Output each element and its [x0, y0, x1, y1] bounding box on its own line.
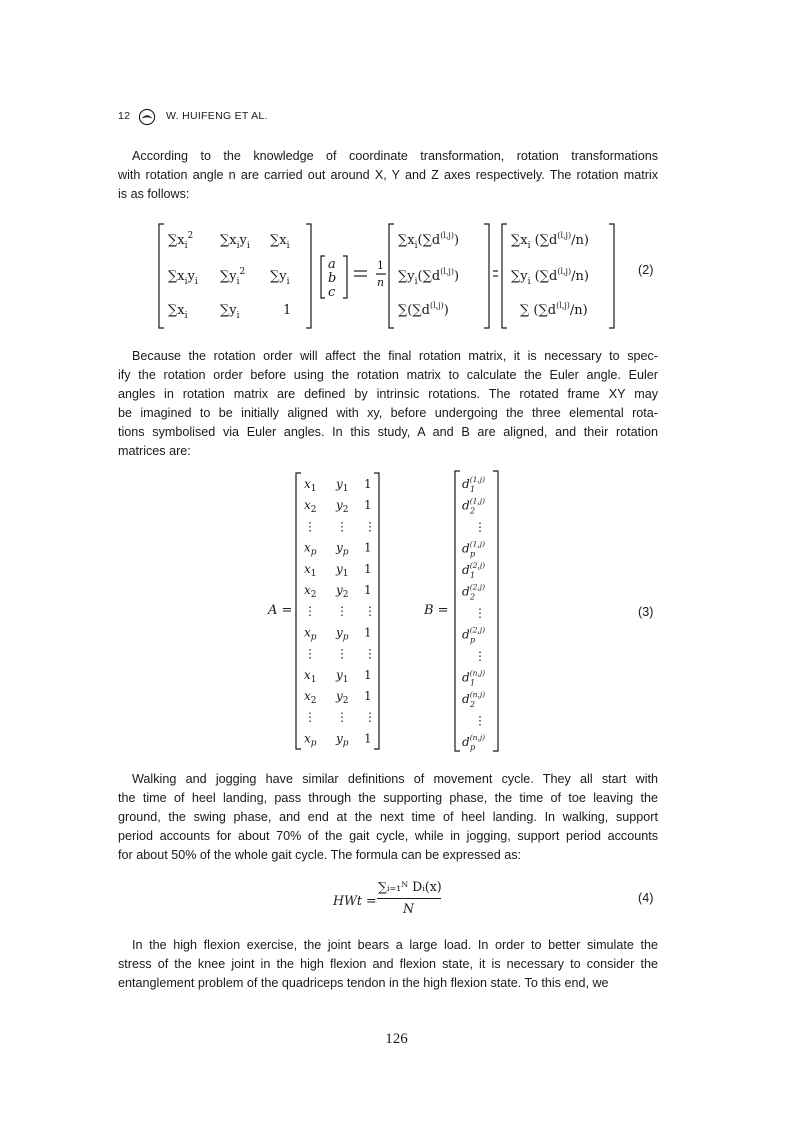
- svg-text:∑yi: $\sum y_i$: [270, 269, 290, 287]
- svg-text:∑xi2: $\sum x_i^2$: [168, 231, 194, 251]
- text-line: angles in rotation matrix are defined by intrinsic rotations. The rotated frame XY may: [118, 387, 658, 401]
- matrix-cell: $d^{(2,j)}$ 2: [462, 582, 486, 602]
- matrix-B-label: B =: [424, 603, 449, 618]
- matrix-cell: 1: [364, 625, 372, 640]
- matrix-cell: $x_2$: [304, 583, 317, 600]
- matrix-cell: $x_1$: [304, 477, 317, 494]
- text-line: tions symbolised via Euler angles. In this study, A and B are aligned, and their rotation: [118, 425, 658, 439]
- svg-text:∑yi(∑d(l,j)): $\sum y_i(\sum d^{(l,j)})$: [398, 267, 460, 287]
- svg-text:∑xi: $\sum x_i$: [270, 233, 290, 251]
- matrix-A-label: A =: [268, 603, 293, 618]
- svg-text:∑xi (∑d(l,j)/n): $\sum x_i$ $(\sum d^{(l,j)}/n)$: [511, 231, 589, 251]
- matrix-cell: $x_2$: [304, 689, 317, 706]
- svg-text:c: c: [328, 285, 336, 300]
- matrix-cell: $x_p$: [304, 731, 317, 749]
- matrix-cell: ⋮: [474, 649, 486, 663]
- matrix-cell: $x_p$: [304, 540, 317, 558]
- matrix-cell: 1: [364, 477, 372, 491]
- matrix-cell: $x_p$: [304, 625, 317, 643]
- matrix-cell: ⋮: [364, 519, 376, 534]
- svg-text:∑xi(∑d(l,j)): $\sum x_i(\sum d^{(l,j)})$: [398, 231, 460, 251]
- text-line: is as follows:: [118, 187, 190, 201]
- matrix-cell: ⋮: [474, 606, 486, 620]
- header-running-title: W. HUIFENG ET AL.: [166, 110, 268, 122]
- matrix-cell: 1: [364, 498, 372, 513]
- matrix-cell: ⋮: [304, 604, 316, 619]
- equation-number: (2): [638, 263, 654, 277]
- svg-text:b: b: [328, 271, 337, 286]
- text-line: the time of heel landing, pass through the supporting phase, the time of toe leaving the: [118, 791, 658, 805]
- svg-text:a: a: [328, 257, 336, 272]
- svg-text:∑xiyi: $\sum x_iy_i$: [220, 233, 250, 251]
- matrix-cell: 1: [364, 667, 372, 682]
- text-line: Because the rotation order will affect the final rotation matrix, it is necessary to spec-: [132, 349, 658, 363]
- matrix-B: [452, 468, 502, 754]
- matrix-cell: $d^{(2,j)}$ 1: [462, 561, 486, 580]
- svg-text:∑xi: $\sum x_i$: [168, 303, 188, 321]
- matrix-cell: $y_1$: [336, 561, 349, 579]
- matrix-cell: $x_2$: [304, 498, 317, 516]
- text-line: for about 50% of the whole gait cycle. The formula can be expressed as:: [118, 848, 521, 862]
- matrix-cell: $x_1$: [304, 667, 317, 685]
- text-line: be imagined to be initially aligned with xy, before undergoing the three elemental rota-: [118, 406, 658, 420]
- equation-number: (3): [638, 605, 654, 619]
- matrix-cell: $d^{(2,j)}$ p: [462, 625, 486, 645]
- text-line: entanglement problem of the quadriceps tendon in the high flexion state. To this end, we: [118, 976, 609, 990]
- text-line: matrices are:: [118, 444, 191, 458]
- svg-text:1: 1: [283, 303, 292, 318]
- matrix-cell: ⋮: [336, 710, 348, 725]
- matrix-A: [292, 470, 384, 752]
- matrix-cell: 1: [364, 689, 372, 703]
- text-line: stress of the knee joint in the high flexion and flexion state, it is necessary to consider the: [118, 957, 658, 971]
- matrix-cell: $y_2$: [336, 689, 349, 706]
- paragraph-rotation-order: [118, 347, 658, 461]
- matrix-cell: $d^{(n,j)}$ p: [462, 733, 486, 752]
- matrix-cell: 1: [364, 731, 372, 746]
- paragraph-high-flexion: [118, 936, 658, 993]
- matrix-cell: ⋮: [364, 646, 376, 661]
- fraction-bar: [377, 898, 441, 899]
- matrix-cell: ⋮: [304, 519, 316, 534]
- text-line: ground, the swing phase, and end at the next time of heel landing. In walking, support: [118, 810, 658, 824]
- matrix-cell: 1: [364, 561, 372, 576]
- text-line: In the high flexion exercise, the joint bears a large load. In order to better simulate the: [132, 938, 658, 952]
- text-line: with rotation angle n are carried out around X, Y and Z axes respectively. The rotation matrix: [118, 168, 658, 182]
- matrix-cell: ⋮: [364, 710, 376, 725]
- matrix-cell: ⋮: [304, 710, 316, 725]
- equation-4-numerator: ∑ᵢ₌₁ᴺ Dᵢ(x): [378, 879, 442, 894]
- matrix-cell: $y_p$: [336, 731, 349, 749]
- equation-4-lhs: HWt =: [333, 893, 377, 908]
- paragraph-gait-cycle: [118, 770, 658, 865]
- matrix-cell: $y_2$: [336, 583, 349, 600]
- matrix-cell: $y_1$: [336, 477, 349, 494]
- svg-text:n: n: [377, 276, 385, 289]
- equation-number: (4): [638, 891, 654, 905]
- matrix-cell: 1: [364, 540, 372, 555]
- text-line: According to the knowledge of coordinate transformation, rotation transformations: [132, 149, 658, 163]
- matrix-cell: ⋮: [336, 519, 348, 534]
- text-line: Walking and jogging have similar definitions of movement cycle. They all start with: [132, 772, 658, 786]
- equation-2-rotation-matrix: [140, 220, 630, 332]
- matrix-cell: ⋮: [364, 604, 376, 619]
- matrix-cell: 1: [364, 583, 372, 597]
- matrix-cell: $y_p$: [336, 540, 349, 558]
- svg-text:1: 1: [377, 259, 384, 272]
- svg-text:∑xiyi: $\sum x_iy_i$: [168, 269, 198, 287]
- matrix-cell: ⋮: [474, 713, 486, 728]
- matrix-cell: $d^{(n,j)}$ 2: [462, 690, 486, 709]
- svg-text:∑(∑d(l,j)): $\sum(\sum d^{(l,j)})$: [398, 301, 449, 318]
- header-page-number: 12: [118, 110, 131, 122]
- text-line: ify the rotation order before using the rotation matrix to calculate the Euler angle. Euler: [118, 368, 658, 382]
- equation-4-denominator: N: [403, 901, 415, 916]
- matrix-cell: $d^{(1,j)}$ 1: [462, 475, 486, 494]
- svg-text:∑yi (∑d(l,j)/n): $\sum y_i$ $(\sum d^{(l,j)}/n)$: [511, 267, 589, 287]
- matrix-cell: ⋮: [336, 646, 348, 661]
- matrix-cell: ⋮: [336, 604, 348, 619]
- matrix-cell: $y_p$: [336, 625, 349, 643]
- matrix-cell: $y_2$: [336, 498, 349, 516]
- svg-text:∑yi: $\sum y_i$: [220, 303, 240, 321]
- publisher-logo-icon: [138, 108, 156, 126]
- matrix-cell: $d^{(1,j)}$ 2: [462, 496, 486, 516]
- svg-text:∑ (∑d(l,j)/n): ∑ $(\sum d^{(l,j)}/n)$: [520, 301, 588, 318]
- matrix-cell: ⋮: [474, 520, 486, 534]
- matrix-cell: $x_1$: [304, 561, 317, 579]
- matrix-cell: ⋮: [304, 646, 316, 661]
- matrix-cell: $y_1$: [336, 667, 349, 685]
- text-line: period accounts for about 70% of the gait cycle, while in jogging, support period accounts: [118, 829, 658, 843]
- paragraph-rotation-intro: [118, 147, 658, 204]
- matrix-cell: $d^{(1,j)}$ p: [462, 539, 486, 559]
- svg-text:∑yi2: $\sum y_i^2$: [220, 267, 246, 287]
- folio-page-number: 126: [385, 1031, 408, 1047]
- matrix-cell: $d^{(n,j)}$ 1: [462, 668, 486, 688]
